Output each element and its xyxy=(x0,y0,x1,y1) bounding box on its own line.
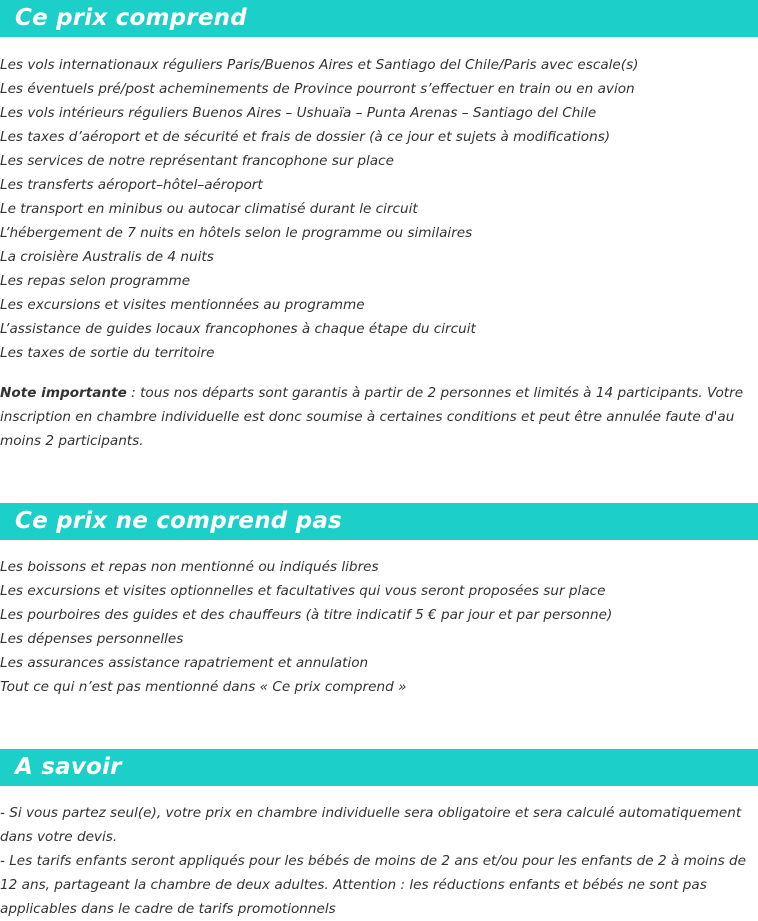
a-savoir-body xyxy=(0,801,758,921)
list-item: Les boissons et repas non mentionné ou indiqués libres xyxy=(0,559,379,575)
list-item: Les éventuels pré/post acheminements de Province pourront s’effectuer en train ou en avion xyxy=(0,81,635,97)
section-title: Ce prix comprend xyxy=(15,5,247,31)
list-item: Les services de notre représentant francophone sur place xyxy=(0,153,394,169)
a-savoir-paragraph: - Les tarifs enfants seront appliqués pour les bébés de moins de 2 ans et/ou pour les enfants de 2 à moins de 12 ans, partageant la chambre de deux adultes. Attention : les réductions enfants et bébés ne sont pas applicables dans le cadre de tarifs promotionnels xyxy=(0,853,746,917)
list-item: L’hébergement de 7 nuits en hôtels selon le programme ou similaires xyxy=(0,225,473,241)
list-item: Le transport en minibus ou autocar climatisé durant le circuit xyxy=(0,201,418,217)
important-note xyxy=(0,381,758,453)
list-item: Les assurances assistance rapatriement et annulation xyxy=(0,655,369,671)
list-item: Les taxes de sortie du territoire xyxy=(0,345,215,361)
list-item: Tout ce qui n’est pas mentionné dans « Ce prix comprend » xyxy=(0,679,407,695)
list-item: Les repas selon programme xyxy=(0,273,191,289)
list-item: Les transferts aéroport–hôtel–aéroport xyxy=(0,177,263,193)
list-item: L’assistance de guides locaux francophones à chaque étape du circuit xyxy=(0,321,476,337)
included-list xyxy=(0,53,758,365)
section-title: Ce prix ne comprend pas xyxy=(15,508,342,534)
list-item: Les taxes d’aéroport et de sécurité et frais de dossier (à ce jour et sujets à modifications) xyxy=(0,129,611,145)
section-title: A savoir xyxy=(15,754,122,780)
a-savoir-paragraph: - Si vous partez seul(e), votre prix en chambre individuelle sera obligatoire et sera calculé automatiquement dans votre devis. xyxy=(0,805,742,845)
section-header-ce-prix-comprend xyxy=(0,0,758,37)
list-item: Les excursions et visites mentionnées au programme xyxy=(0,297,365,313)
section-header-ce-prix-ne-comprend-pas xyxy=(0,503,758,540)
section-header-a-savoir xyxy=(0,749,758,786)
list-item: Les vols intérieurs réguliers Buenos Aires – Ushuaïa – Punta Arenas – Santiago del Chile xyxy=(0,105,597,121)
note-text: : tous nos départs sont garantis à partir de 2 personnes et limités à 14 participants. Votre inscription en chambre individuelle est donc soumise à certaines conditions et peut être annulée faute d'au moins 2 participants. xyxy=(0,385,744,449)
list-item: Les dépenses personnelles xyxy=(0,631,184,647)
list-item: Les vols internationaux réguliers Paris/Buenos Aires et Santiago del Chile/Paris avec escale(s) xyxy=(0,57,639,73)
list-item: Les excursions et visites optionnelles et facultatives qui vous seront proposées sur place xyxy=(0,583,606,599)
list-item: La croisière Australis de 4 nuits xyxy=(0,249,214,265)
note-label: Note importante xyxy=(0,385,127,401)
list-item: Les pourboires des guides et des chauffeurs (à titre indicatif 5 € par jour et par personne) xyxy=(0,607,613,623)
excluded-list xyxy=(0,555,758,699)
